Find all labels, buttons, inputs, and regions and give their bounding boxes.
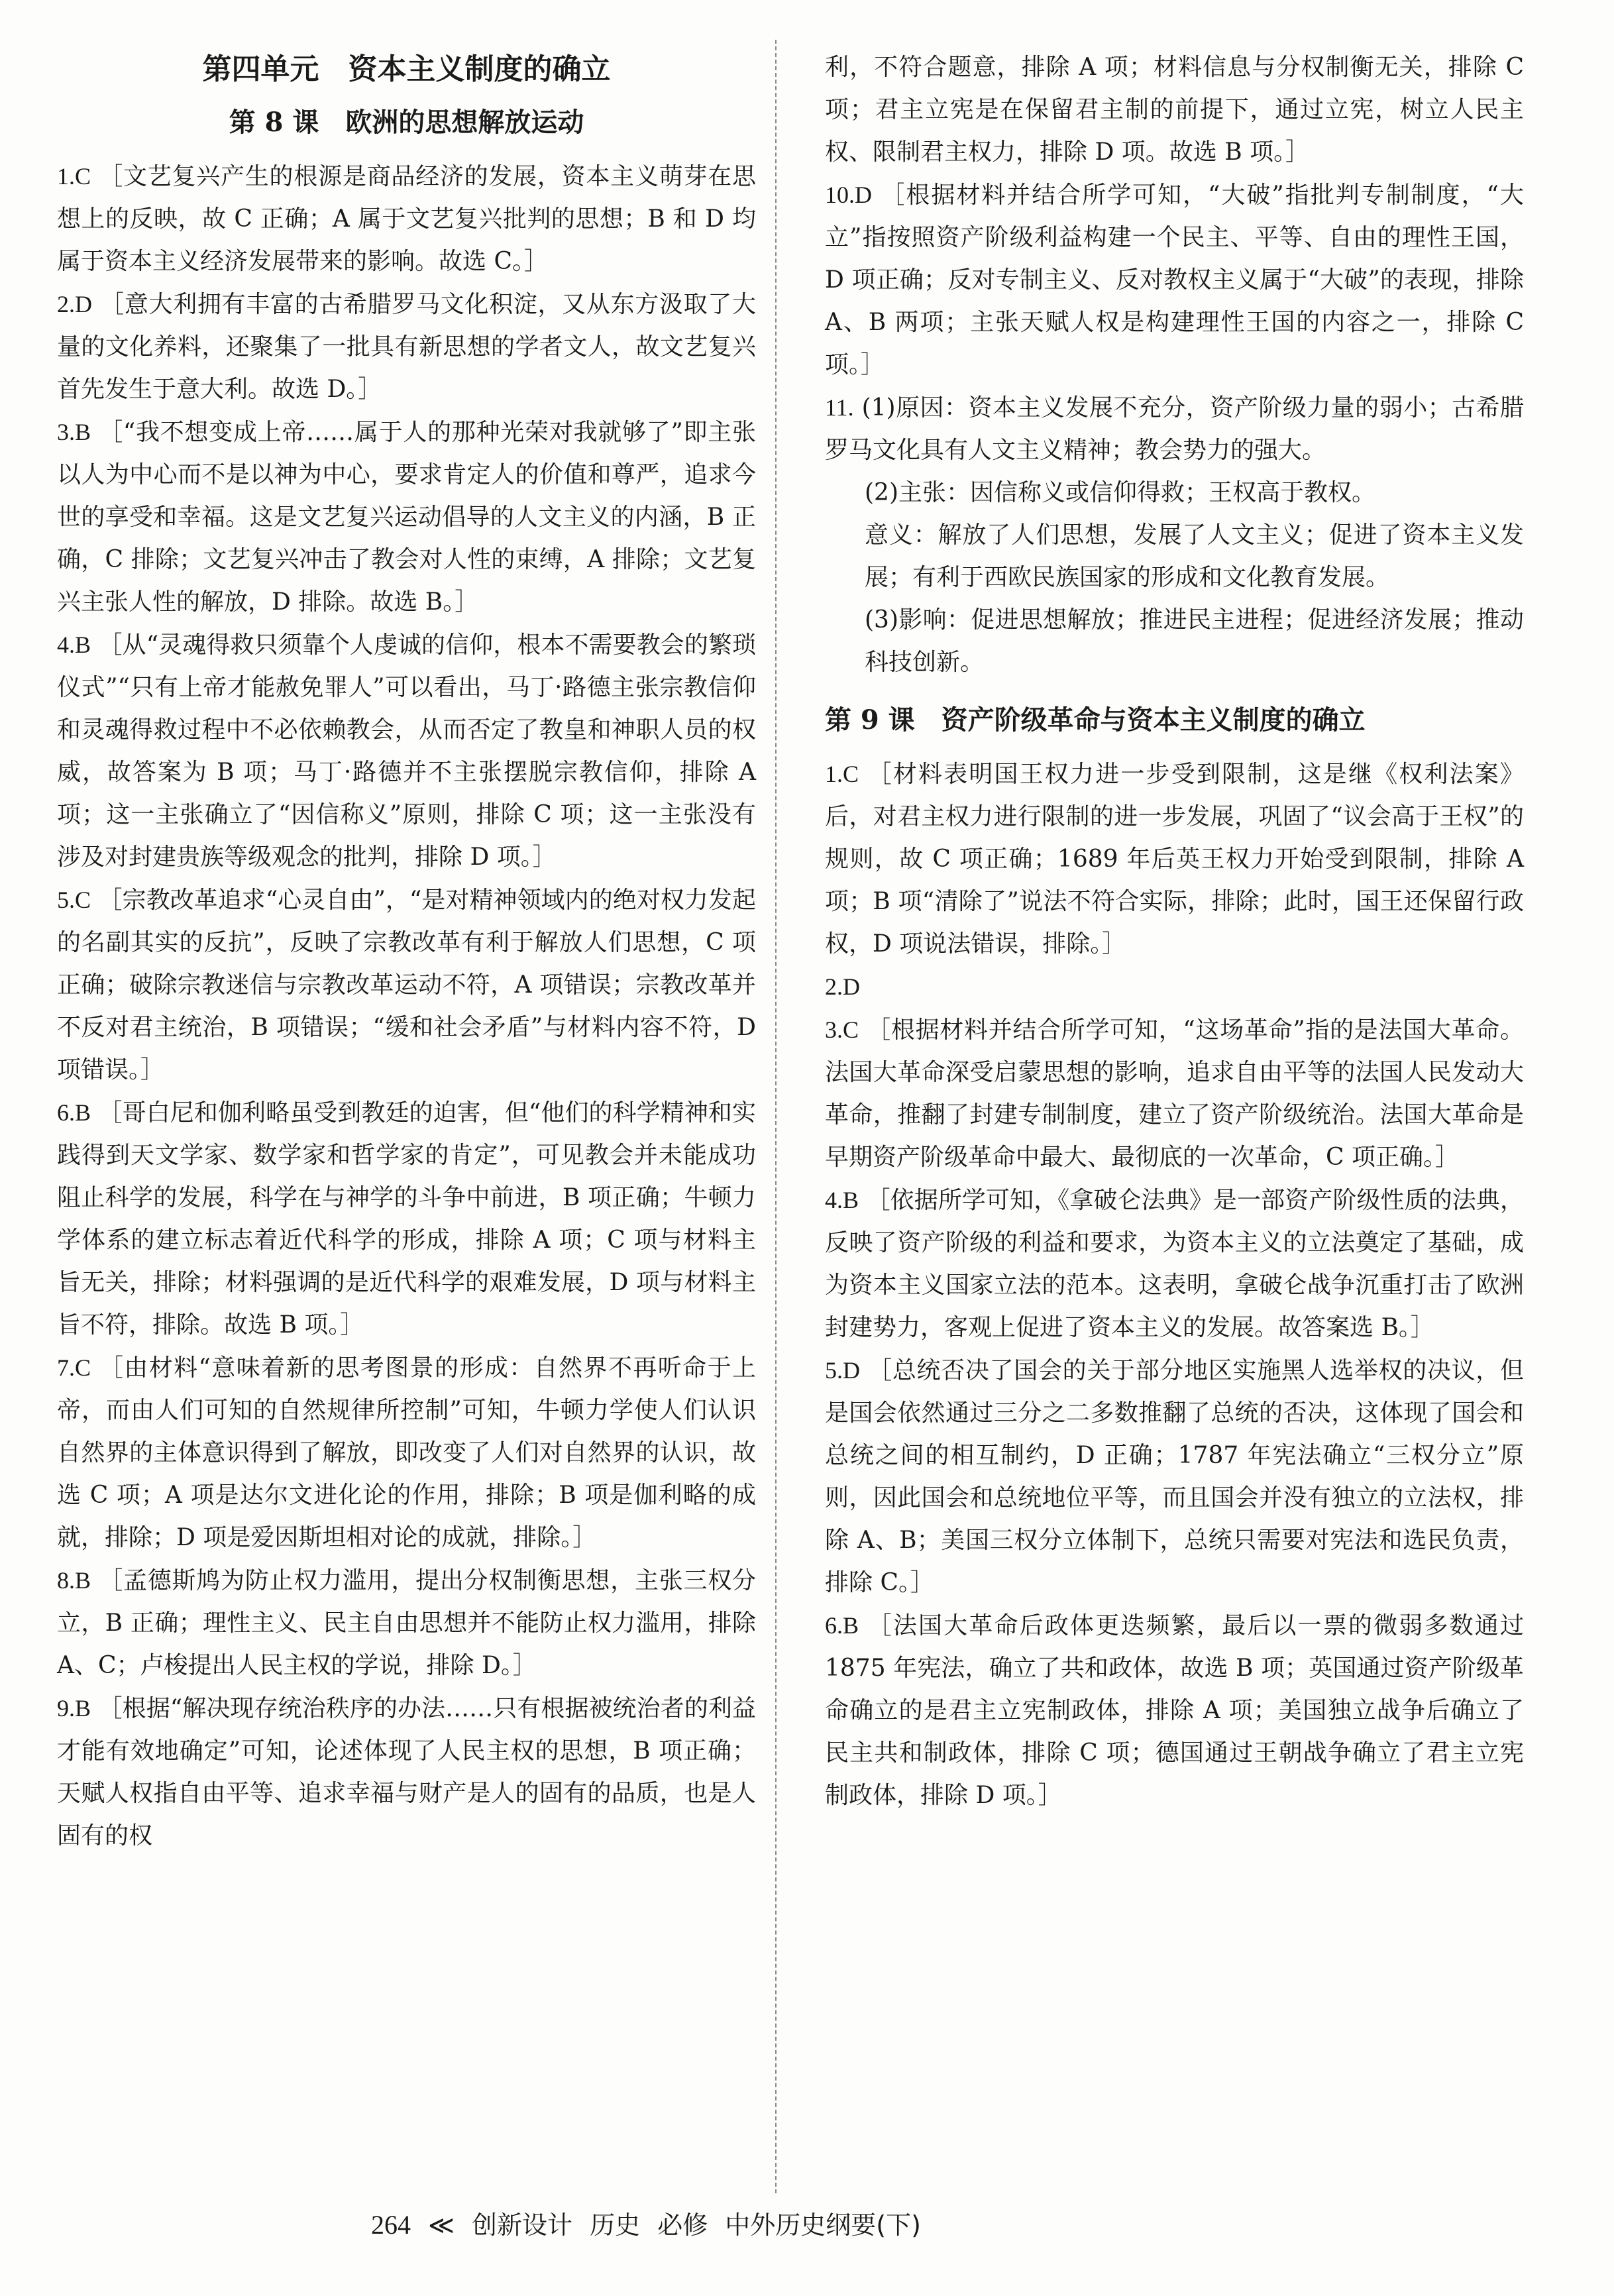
answer-item [57, 1559, 756, 1687]
answer-number: 10.D [825, 182, 872, 208]
course-label: 中外历史纲要(下) [725, 2211, 921, 2240]
answer-text: ［材料表明国王权力进一步受到限制，这是继《权利法案》后，对君主权力进行限制的进一步发展，巩固了“议会高于王权”的规则，故 C 项正确；1689 年后英王权力开始受到限制，排除 A 项；B 项“清除了”说法不符合实际，排除；此时，国王还保留行政权，D 项说法错误，排除。］ [825, 761, 1524, 957]
question-11-part: (2)主张：因信称义或信仰得救；王权高于教权。 [865, 479, 1375, 506]
answer-item [57, 411, 756, 624]
answer-number: 2.D [57, 291, 92, 317]
answer-item [57, 1346, 756, 1559]
answer-text: ［从“灵魂得救只须靠个人虔诚的信仰，根本不需要教会的繁琐仪式”“只有上帝才能赦免罪人”可以看出，马丁·路德主张宗教信仰和灵魂得救过程中不必依赖教会，从而否定了教皇和神职人员的权威，故答案为 B 项；马丁·路德并不主张摆脱宗教信仰，排除 A 项；这一主张确立了“因信称义”原则，排除 C 项；这一主张没有涉及对封建贵族等级观念的批判，排除 D 项。］ [57, 631, 757, 871]
answer-text: ［根据“解决现存统治秩序的办法……只有根据被统治者的利益才能有效地确定”可知，论述体现了人民主权的思想，B 项正确；天赋人权指自由平等、追求幸福与财产是人的固有的品质，也是人固有的权 [57, 1695, 756, 1849]
answer-item [57, 1687, 756, 1857]
answer-text: ［根据材料并结合所学可知，“大破”指批判专制制度，“大立”指按照资产阶级利益构建一个民主、平等、自由的理性王国，D 项正确；反对专制主义、反对教权主义属于“大破”的表现，排除 A、B 两项；主张天赋人权是构建理性王国的内容之一，排除 C 项。］ [825, 182, 1524, 378]
answer-item [825, 1179, 1524, 1349]
answer-number: 6.B [825, 1612, 859, 1639]
unit-title: 第四单元 资本主义制度的确立 [202, 52, 611, 86]
answer-number: 3.B [57, 419, 91, 445]
answer-item [57, 283, 756, 411]
answer-item [825, 753, 1524, 965]
lesson-8-answers [57, 155, 756, 1857]
answer-text: ［根据材料并结合所学可知，“这场革命”指的是法国大革命。法国大革命深受启蒙思想的影响，追求自由平等的法国人民发动大革命，推翻了封建专制制度，建立了资产阶级统治。法国大革命是早期资产阶级革命中最大、最彻底的一次革命，C 项正确。］ [825, 1016, 1524, 1171]
answer-item [825, 174, 1524, 386]
answer-text: ［意大利拥有丰富的古希腊罗马文化积淀，又从东方汲取了大量的文化养料，还聚集了一批具有新思想的学者文人，故文艺复兴首先发生于意大利。故选 D。］ [57, 291, 756, 403]
subject-label: 历史 [590, 2211, 641, 2240]
answer-text: ［宗教改革追求“心灵自由”，“是对精神领域内的绝对权力发起的名副其实的反抗”，反映了宗教改革有利于解放人们思想，C 项正确；破除宗教迷信与宗教改革运动不符，A 项错误；宗教改革并不反对君主统治，B 项错误；“缓和社会矛盾”与材料内容不符，D 项错误。］ [57, 887, 756, 1083]
answer-number: 6.B [57, 1099, 91, 1126]
column-divider [775, 40, 777, 2193]
lesson-9-title: 第 9 课 资产阶级革命与资本主义制度的确立 [825, 704, 1366, 736]
question-11-part: (3)影响：促进思想解放；推进民主进程；促进经济发展；推动科技创新。 [865, 606, 1524, 676]
answer-number: 5.D [825, 1357, 860, 1384]
question-11-parts [825, 472, 1524, 684]
answer-number: 4.B [57, 631, 91, 658]
answer-number: 2.D [825, 973, 860, 1000]
answer-number: 7.C [57, 1354, 91, 1381]
answer-item [57, 155, 756, 283]
answer-item [825, 1604, 1524, 1817]
answer-text: ［由材料“意味着新的思考图景的形成：自然界不再听命于上帝，而由人们可知的自然规律所控制”可知，牛顿力学使人们认识自然界的主体意识得到了解放，即改变了人们对自然界的认识，故选 C 项；A 项是达尔文进化论的作用，排除；B 项是伽利略的成就，排除；D 项是爱因斯坦相对论的成就，排除。］ [57, 1354, 756, 1551]
continuation-text: 利，不符合题意，排除 A 项；材料信息与分权制衡无关，排除 C 项；君主立宪是在保留君主制的前提下，通过立宪，树立人民主权、限制君主权力，排除 D 项。故选 B 项。］ [825, 54, 1524, 166]
answer-text: ［法国大革命后政体更迭频繁，最后以一票的微弱多数通过 1875 年宪法，确立了共和政体，故选 B 项；英国通过资产阶级革命确立的是君主立宪制政体，排除 A 项；美国独立战争后确立了民主共和制政体，排除 C 项；德国通过王朝战争确立了君主立宪制政体，排除 D 项。］ [825, 1612, 1524, 1809]
answer-number: 9.B [57, 1695, 91, 1722]
answer-item [57, 1091, 756, 1346]
chevron-icon: ≪ [428, 2211, 455, 2240]
page-number: 264 [371, 2210, 411, 2240]
answer-text: ［“我不想变成上帝……属于人的那种光荣对我就够了”即主张以人为中心而不是以神为中心，要求肯定人的价值和尊严，追求今世的享受和幸福。这是文艺复兴运动倡导的人文主义的内涵，B 正确，C 排除；文艺复兴冲击了教会对人性的束缚，A 排除；文艺复兴主张人性的解放，D 排除。故选 B。］ [57, 419, 757, 616]
answer-text: ［依据所学可知，《拿破仑法典》是一部资产阶级性质的法典，反映了资产阶级的利益和要求，为资本主义的立法奠定了基础，成为资本主义国家立法的范本。这表明，拿破仑战争沉重打击了欧洲封建势力，客观上促进了资本主义的发展。故答案选 B。］ [825, 1187, 1524, 1341]
answer-number: 1.C [57, 163, 91, 190]
answer-item [57, 624, 756, 879]
answer-item [825, 1009, 1524, 1179]
right-column [825, 46, 1524, 1817]
answer-text: ［孟德斯鸠为防止权力滥用，提出分权制衡思想，主张三权分立，B 正确；理性主义、民主自由思想并不能防止权力滥用，排除 A、C；卢梭提出人民主权的学说，排除 D。］ [57, 1567, 756, 1679]
answer-item [825, 1349, 1524, 1604]
answer-number: 8.B [57, 1567, 91, 1594]
answer-text: ［总统否决了国会的关于部分地区实施黑人选举权的决议，但是国会依然通过三分之二多数推翻了总统的否决，这体现了国会和总统之间的相互制约，D 正确；1787 年宪法确立“三权分立”原则，因此国会和总统地位平等，而且国会并没有独立的立法权，排除 A、B；美国三权分立体制下，总统只需要对宪法和选民负责，排除 C。］ [825, 1357, 1524, 1596]
lesson-8-answers-continued [825, 174, 1524, 472]
answer-number: 1.C [825, 761, 859, 787]
left-column [57, 46, 756, 1857]
answer-item [825, 965, 1524, 1009]
answer-number: 3.C [825, 1016, 859, 1043]
answer-text: ［文艺复兴产生的根源是商品经济的发展，资本主义萌芽在思想上的反映，故 C 正确；A 属于文艺复兴批判的思想；B 和 D 均属于资本主义经济发展带来的影响。故选 C。］ [57, 163, 756, 275]
answer-item [57, 879, 756, 1091]
lesson-8-title: 第 8 课 欧洲的思想解放运动 [229, 107, 584, 138]
answer-item [825, 386, 1524, 472]
answer-text: ［哥白尼和伽利略虽受到教廷的迫害，但“他们的科学精神和实践得到天文学家、数学家和哲学家的肯定”，可见教会并未能成功阻止科学的发展，科学在与神学的斗争中前进，B 项正确；牛顿力学体系的建立标志着近代科学的形成，排除 A 项；C 项与材料主旨无关，排除；材料强调的是近代科学的艰难发展，D 项与材料主旨不符，排除。故选 B 项。］ [57, 1099, 757, 1339]
page-footer [371, 2205, 930, 2245]
answer-text: (1)原因：资本主义发展不充分，资产阶级力量的弱小；古希腊罗马文化具有人文主义精神；教会势力的强大。 [825, 394, 1524, 464]
question-11-part: 意义：解放了人们思想，发展了人文主义；促进了资本主义发展；有利于西欧民族国家的形成和文化教育发展。 [865, 521, 1524, 591]
lesson-9-answers [825, 753, 1524, 1817]
answer-number: 11. [825, 394, 854, 421]
book-title: 创新设计 [471, 2211, 572, 2240]
answer-number: 4.B [825, 1187, 859, 1213]
answer-number: 5.C [57, 887, 91, 913]
volume-label: 必修 [657, 2211, 708, 2240]
